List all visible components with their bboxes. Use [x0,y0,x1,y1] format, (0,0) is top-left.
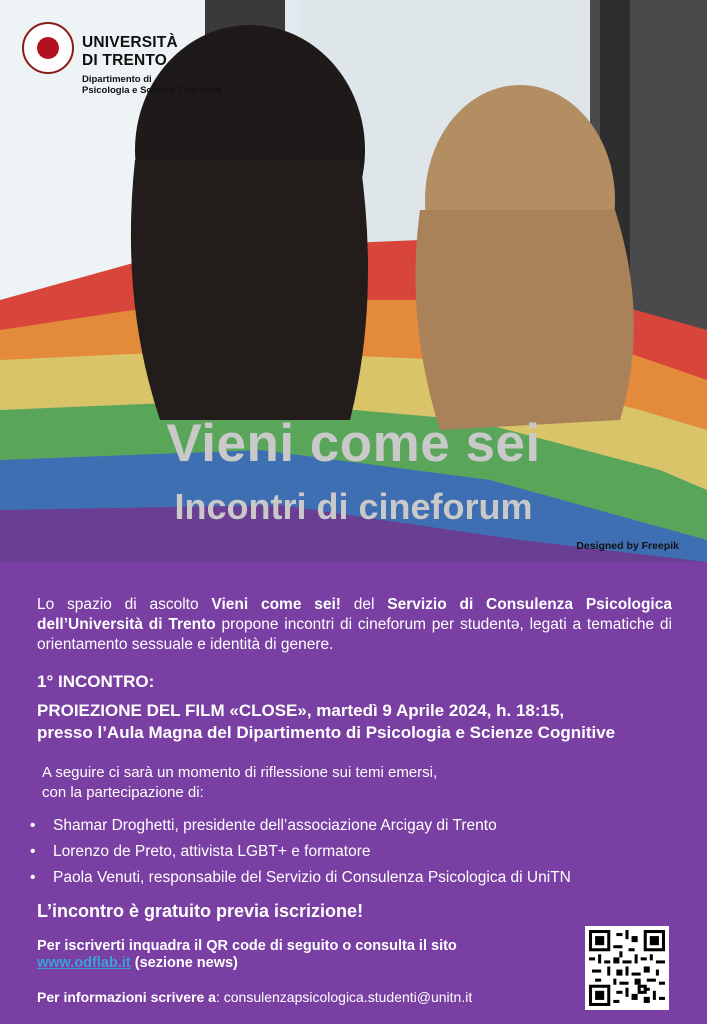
intro-text-3: propone incontri di cineforum per studentə, legati a tematiche di orientamento sessuale e identità di genere. [37,616,672,653]
intro-text-2: del [340,596,388,613]
website-link[interactable]: www.odflab.it [37,955,131,971]
list-item: • Paola Venuti, responsabile del Servizio di Consulenza Psicologica di UniTN [30,865,571,891]
image-credit: Designed by Freepik [576,540,679,552]
meeting-heading: 1° INCONTRO: [37,672,155,691]
film-details [37,700,697,744]
qr-code-icon [589,930,665,1006]
department-line1: Dipartimento di [82,74,152,85]
film-line1: PROIEZIONE DEL FILM «CLOSE», martedì 9 Aprile 2024, h. 18:15, [37,701,565,720]
film-line2: presso l’Aula Magna del Dipartimento di Psicologia e Scienze Cognitive [37,723,616,742]
department-line2: Psicologia e Scienze Cognitive [82,85,222,96]
registration-text [37,938,577,972]
poster-title: Vieni come sei [166,414,541,473]
contact-colon: : [215,989,224,1005]
registration-line1: Per iscriverti inquadra il QR code di seguito o consulta il sito [37,938,457,954]
department-name [82,74,221,96]
list-item: • Shamar Droghetti, presidente dell’associazione Arcigay di Trento [30,813,571,839]
free-event-notice: L’incontro è gratuito previa iscrizione! [37,901,364,921]
university-name-line1: UNIVERSITÀ [82,34,178,51]
intro-bold-1: Vieni come sei! [211,596,341,613]
info-panel [0,562,707,1024]
university-logo [22,22,222,102]
contact-email[interactable]: consulenzapsicologica.studenti@unitn.it [223,989,473,1005]
university-seal-icon [22,22,74,74]
university-name-line2: DI TRENTO [82,52,168,69]
contact-info [37,989,472,1005]
intro-text-1: Lo spazio di ascolto [37,596,212,613]
registration-suffix: (sezione news) [130,955,238,971]
guest-list [30,813,571,891]
contact-label: Per informazioni scrivere a [37,989,216,1005]
list-item: • Lorenzo de Preto, attivista LGBT+ e formatore [30,839,571,865]
intro-bold-2: Servizio di Consulenza Psicologica dell’Università di Trento [37,596,672,633]
university-name [82,34,178,70]
follow-line1: A seguire ci sarà un momento di riflessione sui temi emersi, [42,764,438,781]
poster-subtitle: Incontri di cineforum [174,486,533,527]
follow-up-text [42,763,662,803]
intro-paragraph [37,595,672,655]
follow-line2: con la partecipazione di: [42,784,204,801]
qr-code[interactable] [585,926,669,1010]
